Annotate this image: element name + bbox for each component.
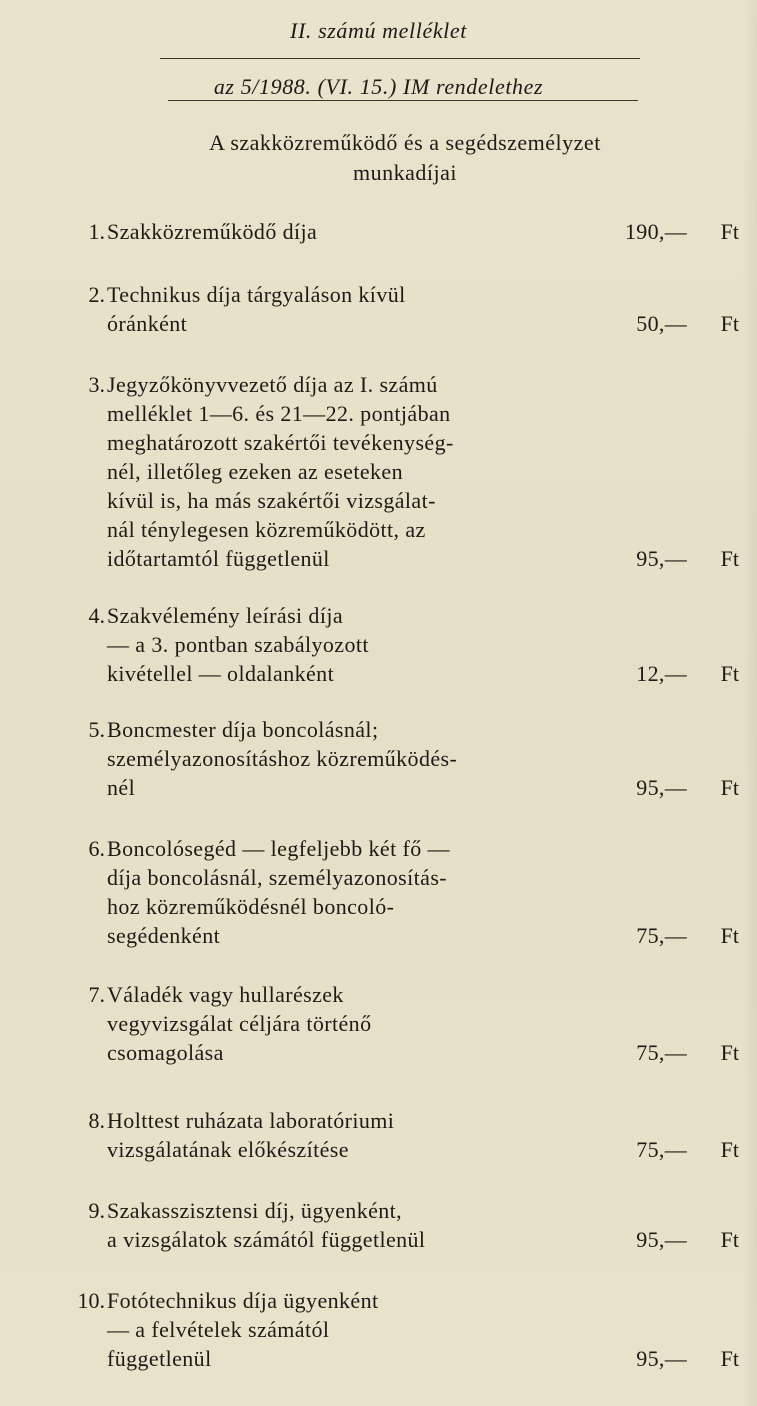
item-currency: Ft xyxy=(720,661,739,686)
item-price: 190,— xyxy=(625,219,687,244)
description-line: Fotótechnikus díja ügyenként xyxy=(107,1288,379,1313)
item-number: 2. xyxy=(88,282,105,307)
decree-reference: az 5/1988. (VI. 15.) IM rendelethez xyxy=(213,74,544,99)
item-description xyxy=(107,834,627,950)
item-currency: Ft xyxy=(720,1346,739,1371)
item-currency: Ft xyxy=(720,1227,739,1252)
item-description xyxy=(107,1196,627,1254)
description-line: időtartamtól függetlenül xyxy=(107,546,330,571)
description-line: függetlenül xyxy=(107,1346,212,1371)
description-line: Boncmester díja boncolásnál; xyxy=(107,717,379,742)
item-currency: Ft xyxy=(720,546,739,571)
item-description xyxy=(107,1106,627,1164)
item-description xyxy=(107,1286,627,1373)
item-price: 95,— xyxy=(636,546,687,571)
item-price: 12,— xyxy=(636,661,687,686)
item-description xyxy=(107,370,627,573)
description-line: nél xyxy=(107,775,136,800)
item-price: 75,— xyxy=(636,923,687,948)
item-number: 1. xyxy=(88,219,105,244)
description-line: meghatározott szakértői tevékenység- xyxy=(107,430,454,455)
description-line: kivétellel — oldalanként xyxy=(107,661,335,686)
item-number: 8. xyxy=(88,1108,105,1133)
item-price: 75,— xyxy=(636,1040,687,1065)
item-price: 95,— xyxy=(636,1346,687,1371)
description-line: óránként xyxy=(107,311,188,336)
item-number: 6. xyxy=(88,836,105,861)
item-number: 5. xyxy=(88,717,105,742)
item-currency: Ft xyxy=(720,1137,739,1162)
description-line: a vizsgálatok számától függetlenül xyxy=(107,1227,426,1252)
description-line: díja boncolásnál, személyazonosítás- xyxy=(107,865,448,890)
item-currency: Ft xyxy=(720,311,739,336)
description-line: Technikus díja tárgyaláson kívül xyxy=(107,282,406,307)
item-price: 95,— xyxy=(636,1227,687,1252)
item-currency: Ft xyxy=(720,923,739,948)
item-number: 9. xyxy=(88,1198,105,1223)
item-description xyxy=(107,715,627,802)
item-price: 75,— xyxy=(636,1137,687,1162)
item-number: 7. xyxy=(88,982,105,1007)
description-line: — a 3. pontban szabályozott xyxy=(107,632,369,657)
item-currency: Ft xyxy=(720,775,739,800)
description-line: Holttest ruházata laboratóriumi xyxy=(107,1108,395,1133)
item-description xyxy=(107,601,627,688)
item-currency: Ft xyxy=(720,1040,739,1065)
description-line: vizsgálatának előkészítése xyxy=(107,1137,349,1162)
description-line: Váladék vagy hullarészek xyxy=(107,982,344,1007)
description-line: csomagolása xyxy=(107,1040,224,1065)
description-line: — a felvételek számától xyxy=(107,1317,330,1342)
title-line-1: A szakközreműködő és a segédszemélyzet xyxy=(209,130,601,155)
description-line: nél, illetőleg ezeken az eseteken xyxy=(107,459,403,484)
description-line: Szakvélemény leírási díja xyxy=(107,603,344,628)
item-price: 95,— xyxy=(636,775,687,800)
description-line: Szakközreműködő díja xyxy=(107,219,318,244)
item-number: 3. xyxy=(88,372,105,397)
description-line: kívül is, ha más szakértői vizsgálat- xyxy=(107,488,436,513)
description-line: segédenként xyxy=(107,923,221,948)
description-line: vegyvizsgálat céljára történő xyxy=(107,1011,372,1036)
item-price: 50,— xyxy=(636,311,687,336)
page-edge-shadow xyxy=(743,0,757,1406)
item-description xyxy=(107,217,627,246)
item-number: 4. xyxy=(88,603,105,628)
title-line-2: munkadíjai xyxy=(353,160,457,185)
description-line: nál ténylegesen közreműködött, az xyxy=(107,517,426,542)
item-description xyxy=(107,980,627,1067)
annex-heading: II. számú melléklet xyxy=(290,18,467,43)
item-currency: Ft xyxy=(720,219,739,244)
description-line: személyazonosításhoz közreműködés- xyxy=(107,746,458,771)
description-line: Boncolósegéd — legfeljebb két fő — xyxy=(107,836,450,861)
description-line: melléklet 1—6. és 21—22. pontjában xyxy=(107,401,451,426)
description-line: Szakasszisztensi díj, ügyenként, xyxy=(107,1198,403,1223)
description-line: Jegyzőkönyvvezető díja az I. számú xyxy=(107,372,438,397)
item-number: 10. xyxy=(77,1288,105,1313)
item-description xyxy=(107,280,627,338)
description-line: hoz közreműködésnél boncoló- xyxy=(107,894,395,919)
